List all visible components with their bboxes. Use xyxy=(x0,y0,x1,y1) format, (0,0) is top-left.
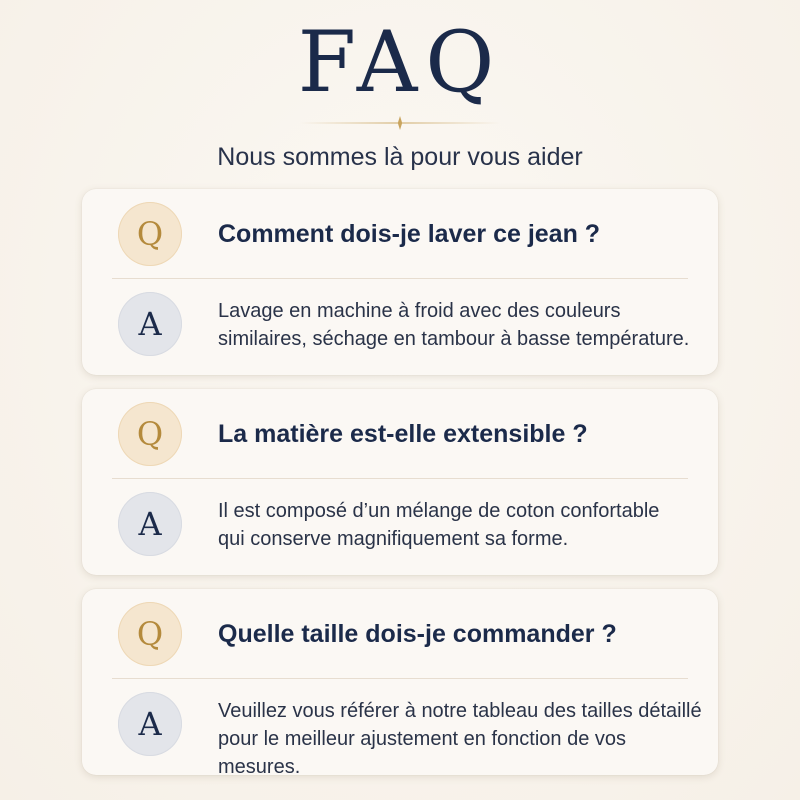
page-subtitle: Nous sommes là pour vous aider xyxy=(217,143,583,171)
page-title: FAQ xyxy=(297,13,503,111)
answer-row xyxy=(82,679,718,778)
question-row xyxy=(82,589,718,679)
faq-card xyxy=(82,189,718,375)
answer-badge: A xyxy=(118,492,182,556)
question-text: La matière est-elle extensible ? xyxy=(218,420,588,448)
answer-line: pour le meilleur ajustement en fonction de vos mesures. xyxy=(218,728,627,778)
ornament-divider-icon xyxy=(300,115,500,131)
question-badge: Q xyxy=(118,602,182,666)
header xyxy=(0,0,800,185)
question-row xyxy=(82,189,718,279)
answer-text xyxy=(218,697,708,781)
answer-text xyxy=(218,297,708,353)
answer-line: qui conserve magnifiquement sa forme. xyxy=(218,528,569,550)
answer-row xyxy=(82,279,718,369)
answer-text xyxy=(218,497,708,553)
answer-line: Lavage en machine à froid avec des couleurs xyxy=(218,300,621,322)
answer-line: Il est composé d’un mélange de coton confortable xyxy=(218,500,660,522)
faq-card xyxy=(82,389,718,575)
answer-line: similaires, séchage en tambour à basse température. xyxy=(218,328,690,350)
answer-badge: A xyxy=(118,692,182,756)
answer-badge: A xyxy=(118,292,182,356)
faq-card xyxy=(82,589,718,778)
question-text: Comment dois-je laver ce jean ? xyxy=(218,220,601,248)
faq-list xyxy=(82,189,718,789)
question-badge: Q xyxy=(118,402,182,466)
question-text: Quelle taille dois-je commander ? xyxy=(218,620,617,648)
question-row xyxy=(82,389,718,479)
answer-row xyxy=(82,479,718,569)
answer-line: Veuillez vous référer à notre tableau des tailles détaillé xyxy=(218,700,702,722)
question-badge: Q xyxy=(118,202,182,266)
